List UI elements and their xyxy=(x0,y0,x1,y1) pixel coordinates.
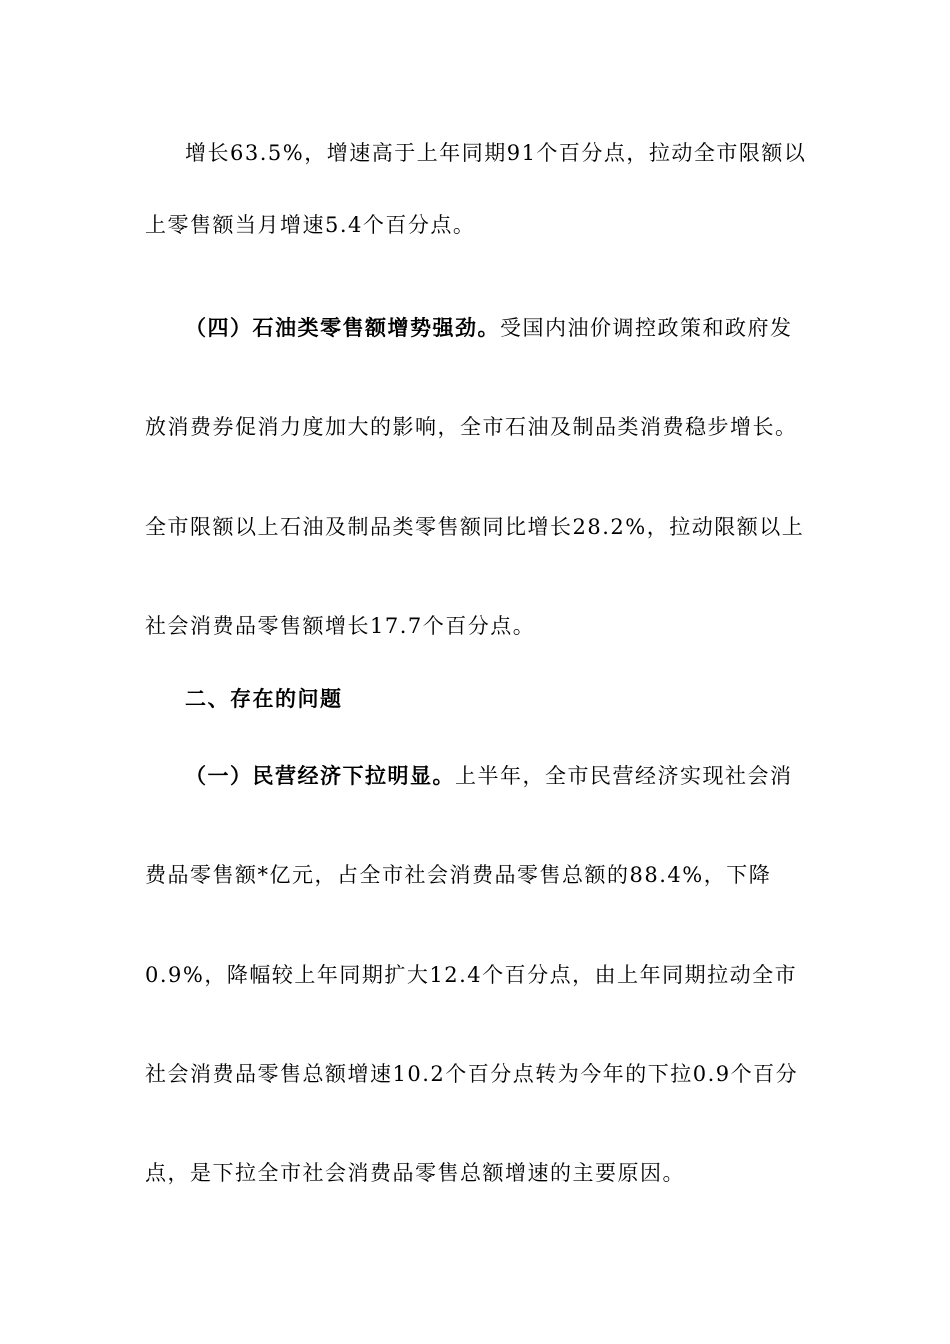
text-line: 全市限额以上石油及制品类零售额同比增长28.2%，拉动限额以上 xyxy=(145,515,805,539)
text-line: 点，是下拉全市社会消费品零售总额增速的主要原因。 xyxy=(145,1161,685,1185)
text-line: 上零售额当月增速5.4个百分点。 xyxy=(145,213,476,237)
text-line: 社会消费品零售额增长17.7个百分点。 xyxy=(145,614,536,638)
paragraph-four-first-line xyxy=(185,313,793,343)
paragraph-one-text: 上半年，全市民营经济实现社会消 xyxy=(455,764,793,788)
text-line: 社会消费品零售总额增速10.2个百分点转为今年的下拉0.9个百分 xyxy=(145,1062,799,1086)
paragraph-one-heading: （一）民营经济下拉明显。 xyxy=(185,764,455,788)
text-line: 增长63.5%，增速高于上年同期91个百分点，拉动全市限额以 xyxy=(185,141,807,165)
section-two-heading: 二、存在的问题 xyxy=(185,687,343,711)
paragraph-four-heading: （四）石油类零售额增势强劲。 xyxy=(185,316,500,340)
paragraph-four-text: 受国内油价调控政策和政府发 xyxy=(500,316,793,340)
text-line: 放消费券促消力度加大的影响，全市石油及制品类消费稳步增长。 xyxy=(145,415,798,439)
text-line: 费品零售额*亿元，占全市社会消费品零售总额的88.4%，下降 xyxy=(145,863,772,887)
paragraph-one-first-line xyxy=(185,761,793,791)
text-line: 0.9%，降幅较上年同期扩大12.4个百分点，由上年同期拉动全市 xyxy=(145,963,798,987)
